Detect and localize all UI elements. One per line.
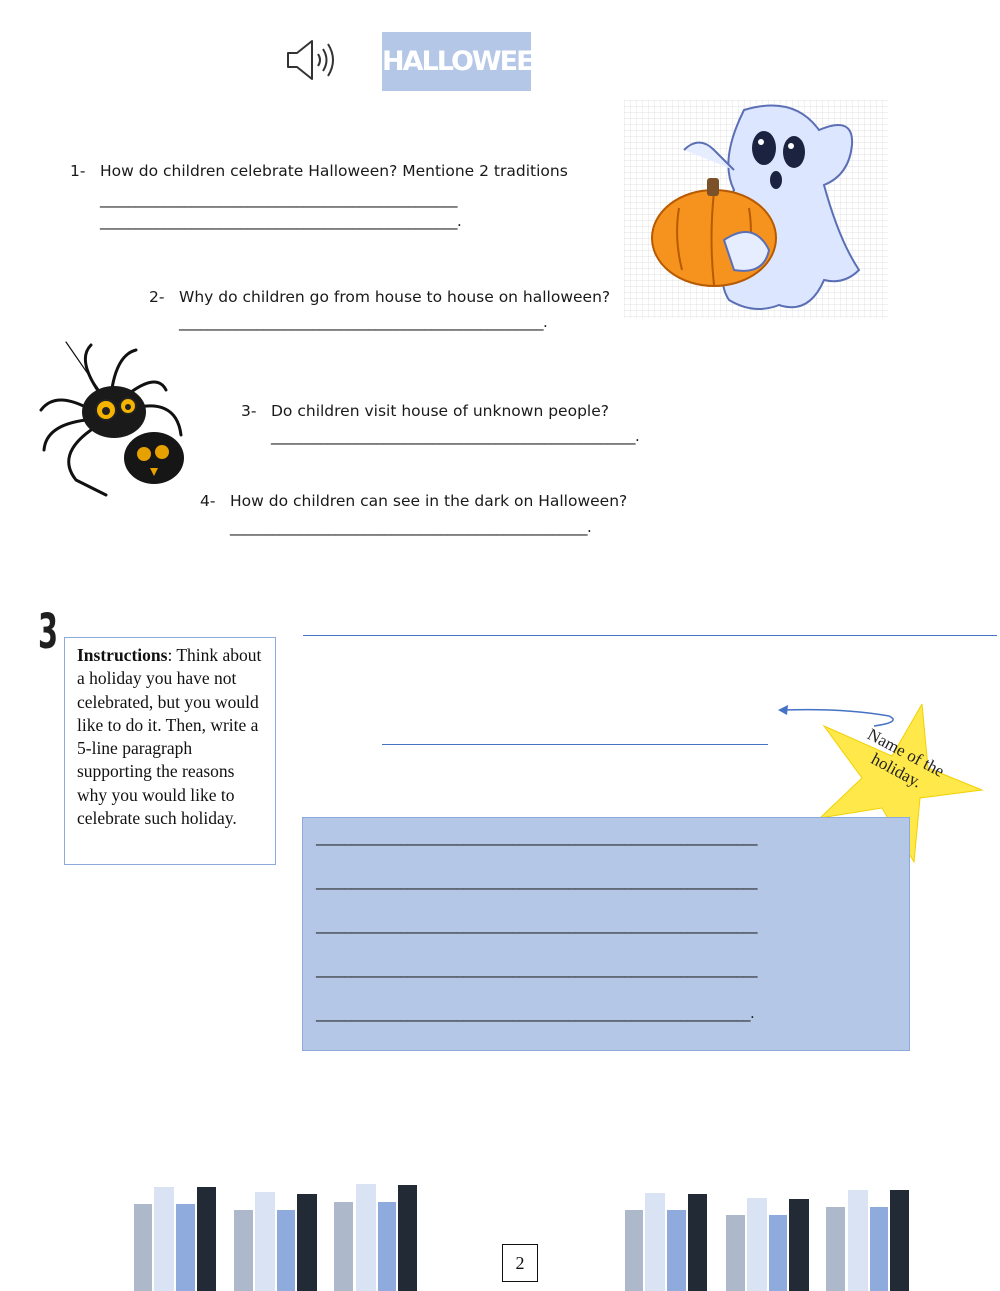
- paragraph-line-3[interactable]: _______________________________________________________________: [316, 916, 757, 934]
- holiday-name-label: Name of the holiday.: [864, 724, 948, 792]
- divider-line: [303, 635, 997, 636]
- question-4-number: 4-: [200, 492, 216, 510]
- question-4: [200, 492, 627, 510]
- question-1-text: How do children celebrate Halloween? Mentione 2 traditions: [100, 162, 568, 180]
- question-2-text: Why do children go from house to house on halloween?: [179, 288, 611, 306]
- question-1-number: 1-: [70, 162, 86, 180]
- answer-line-1a[interactable]: ___________________________________________________: [100, 190, 457, 208]
- answer-line-1b[interactable]: ___________________________________________________.: [100, 212, 462, 230]
- paragraph-line-2[interactable]: _______________________________________________________________: [316, 872, 757, 890]
- speaker-icon[interactable]: [285, 38, 339, 82]
- question-4-text: How do children can see in the dark on Halloween?: [230, 492, 628, 510]
- instructions-text: : Think about a holiday you have not celebrated, but you would like to do it. Then, write a 5-line paragraph supporting the reasons why you would like to celebrate such holiday.: [77, 645, 262, 829]
- decorative-bars-right: [623, 1185, 913, 1291]
- holiday-name-line[interactable]: [382, 744, 768, 745]
- page-number: 2: [502, 1244, 538, 1282]
- instructions-label: Instructions: [77, 645, 168, 665]
- paragraph-line-4[interactable]: _______________________________________________________________: [316, 960, 757, 978]
- question-3-text: Do children visit house of unknown people?: [271, 402, 609, 420]
- paragraph-line-5[interactable]: ______________________________________________________________.: [316, 1004, 755, 1022]
- paragraph-line-1[interactable]: _______________________________________________________________: [316, 828, 757, 846]
- paragraph-writing-box[interactable]: [302, 817, 910, 1051]
- question-1: [70, 162, 568, 180]
- question-3-number: 3-: [241, 402, 257, 420]
- question-2: [149, 288, 610, 306]
- ghost-with-pumpkin-image: [624, 100, 888, 318]
- decorative-bars-left: [132, 1180, 422, 1291]
- answer-line-2[interactable]: ____________________________________________________.: [179, 313, 548, 331]
- worksheet-title: HALLOWEEN: [382, 32, 531, 91]
- question-2-number: 2-: [149, 288, 165, 306]
- section-number: 3: [38, 604, 59, 660]
- answer-line-3[interactable]: ____________________________________________________.: [271, 427, 640, 445]
- instructions-box: [64, 637, 276, 865]
- answer-line-4[interactable]: ___________________________________________________.: [230, 518, 592, 536]
- spider-image: [36, 340, 188, 498]
- question-3: [241, 402, 609, 420]
